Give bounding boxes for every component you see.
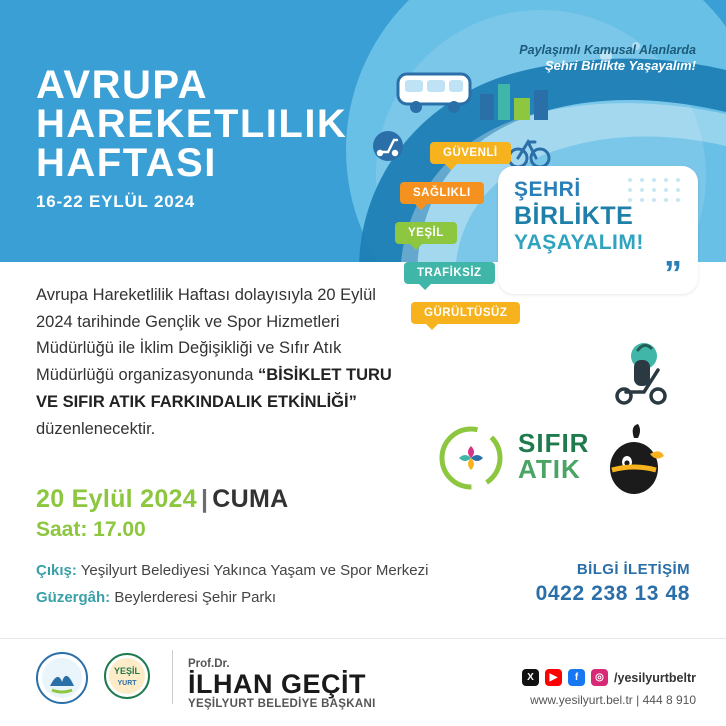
event-day: CUMA bbox=[212, 485, 289, 513]
city-skyline-icon bbox=[476, 76, 556, 122]
event-route-line bbox=[36, 589, 276, 606]
title-line-2: HAREKETLILIK bbox=[36, 102, 348, 147]
svg-text:YURT: YURT bbox=[117, 680, 137, 687]
dot-pattern-icon bbox=[626, 176, 686, 202]
contact-block bbox=[536, 561, 690, 606]
svg-text:YEŞİL: YEŞİL bbox=[113, 666, 141, 676]
youtube-icon[interactable]: ▶ bbox=[545, 669, 562, 686]
title-line-3: HAFTASI bbox=[36, 141, 217, 186]
contact-label: BİLGİ İLETİŞİM bbox=[576, 561, 690, 578]
pill-gurultusuz: GÜRÜLTÜSÜZ bbox=[411, 302, 520, 324]
poster-title bbox=[36, 63, 348, 212]
website-separator: | bbox=[636, 693, 640, 707]
event-route-label: Güzergâh: bbox=[36, 589, 111, 606]
title-line-1: AVRUPA bbox=[36, 63, 208, 107]
quote-line-3: YAŞAYALIM! bbox=[514, 231, 644, 255]
pill-yesil: YEŞİL bbox=[395, 222, 457, 244]
social-handle[interactable]: /yesilyurtbeltr bbox=[614, 670, 696, 685]
recycle-icon bbox=[432, 418, 510, 496]
quote-mark: ” bbox=[664, 253, 682, 294]
mayor-name: İLHAN GEÇİT bbox=[188, 668, 366, 699]
tagline-line-2: Şehri Birlikte Yaşayalım! bbox=[544, 58, 696, 74]
instagram-icon[interactable]: ◎ bbox=[591, 669, 608, 686]
yesilyurt-logo bbox=[96, 648, 158, 704]
municipality-seal-logo bbox=[36, 652, 88, 704]
sifir-atik-text bbox=[518, 430, 589, 483]
bus-icon bbox=[392, 66, 482, 118]
callcenter-number[interactable]: 444 8 910 bbox=[642, 693, 696, 707]
quote-line-1: ŞEHRİ bbox=[514, 178, 581, 201]
sifir-line-2: ATIK bbox=[518, 454, 581, 485]
x-twitter-icon[interactable]: X bbox=[522, 669, 539, 686]
event-route-value: Beylerderesi Şehir Parkı bbox=[114, 589, 277, 606]
contact-phone[interactable]: 0422 238 13 48 bbox=[535, 582, 690, 605]
quote-line-2: BİRLİKTE bbox=[514, 202, 634, 231]
pill-trafiksiz: TRAFİKSİZ bbox=[404, 262, 495, 284]
tagline-line-1: Paylaşımlı Kamusal Alanlarda bbox=[519, 43, 696, 57]
facebook-icon[interactable]: f bbox=[568, 669, 585, 686]
body-part-2: düzenlenecektir. bbox=[36, 419, 156, 438]
scooter-rider-icon bbox=[604, 334, 676, 416]
quote-card bbox=[498, 166, 698, 294]
event-date-separator: | bbox=[200, 485, 209, 513]
footer-divider bbox=[172, 650, 173, 704]
sifir-line-1: SIFIR bbox=[518, 428, 590, 459]
event-start-line bbox=[36, 562, 428, 579]
scooter-icon bbox=[368, 126, 408, 166]
social-links bbox=[522, 669, 696, 686]
website-line bbox=[530, 693, 696, 707]
pill-guvenli: GÜVENLİ bbox=[430, 142, 511, 164]
sifir-atik-logo bbox=[432, 418, 589, 496]
event-start-value: Yeşilyurt Belediyesi Yakınca Yaşam ve Spor Merkezi bbox=[80, 562, 429, 579]
title-dates: 16-22 EYLÜL 2024 bbox=[36, 191, 195, 211]
tagline bbox=[519, 42, 696, 75]
body-paragraph bbox=[36, 282, 396, 442]
mayor-role: YEŞİLYURT BELEDİYE BAŞKANI bbox=[188, 698, 376, 710]
mayor-prefix: Prof.Dr. bbox=[188, 657, 230, 670]
mascot-icon bbox=[598, 422, 670, 500]
mayor-block bbox=[188, 658, 376, 710]
event-date-line bbox=[36, 485, 288, 514]
body-part-1: Avrupa Hareketlilik Haftası dolayısıyla 20 Eylül 2024 tarihinde Gençlik ve Spor Hizmetleri Müdürlüğü ile İklim Değişikliği ve Sıfır Atık Müdürlüğü organizasyonunda bbox=[36, 286, 376, 385]
event-date: 20 Eylül 2024 bbox=[36, 485, 197, 513]
body-highlight: “BİSİKLET TURU VE SIFIR ATIK FARKINDALIK ETKİNLİĞİ” bbox=[36, 366, 392, 411]
event-start-label: Çıkış: bbox=[36, 562, 77, 579]
event-time: Saat: 17.00 bbox=[36, 518, 146, 541]
pill-saglikli: SAĞLIKLI bbox=[400, 182, 484, 204]
website-url[interactable]: www.yesilyurt.bel.tr bbox=[530, 693, 633, 707]
